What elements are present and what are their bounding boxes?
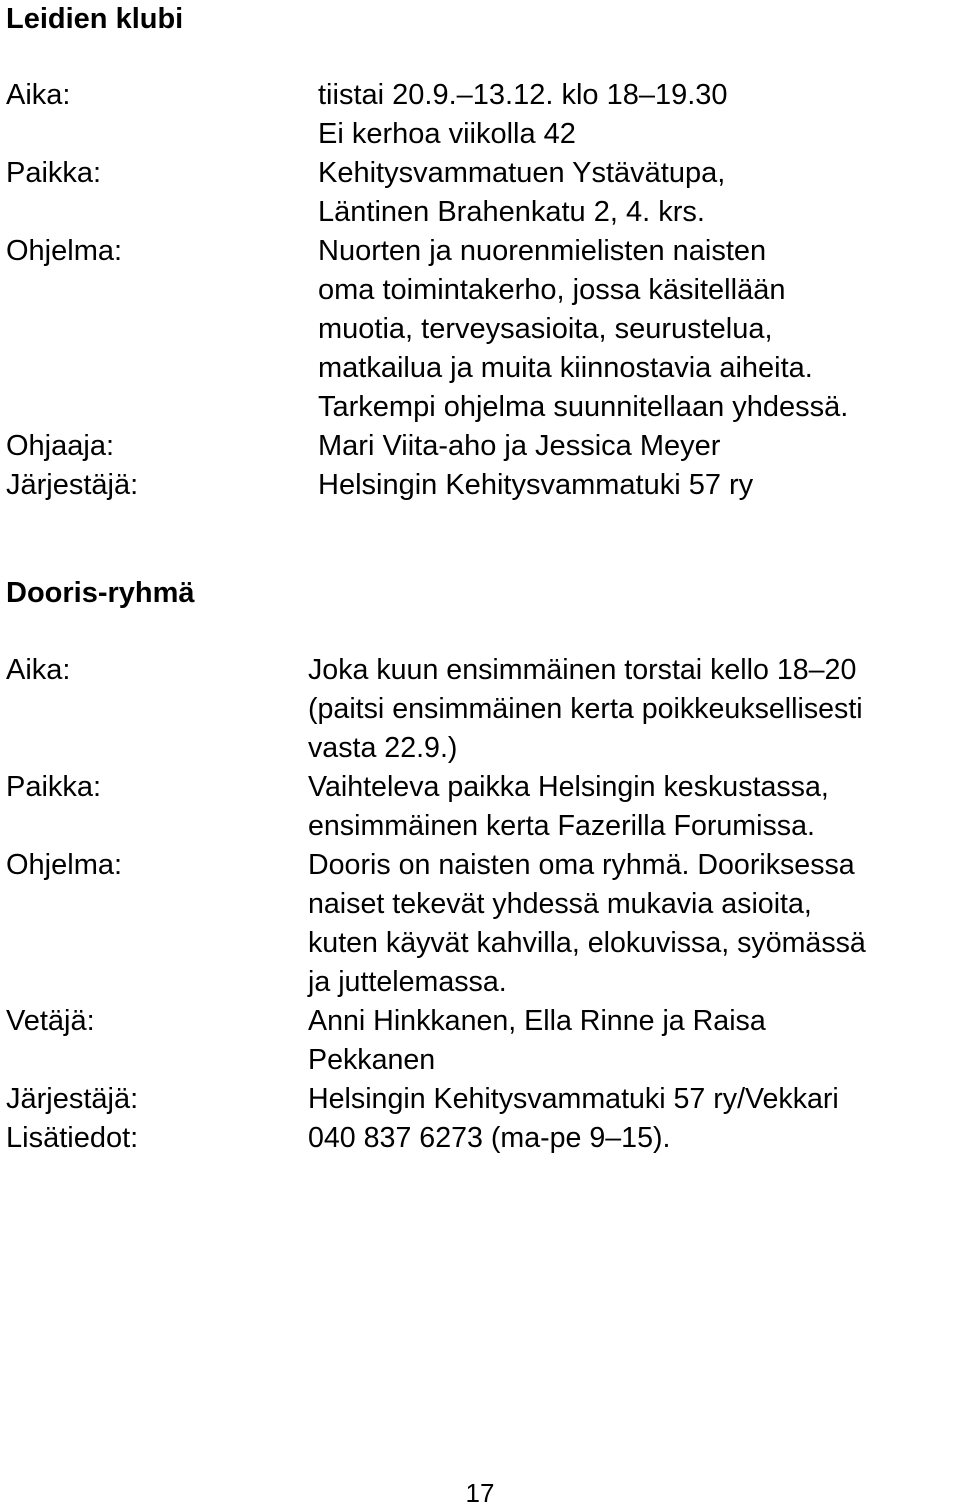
- detail-label: Vetäjä:: [6, 1005, 95, 1037]
- detail-value-line: oma toimintakerho, jossa käsitellään: [318, 274, 786, 306]
- detail-value-line: Nuorten ja nuorenmielisten naisten: [318, 235, 767, 267]
- detail-label: Järjestäjä:: [6, 469, 139, 501]
- detail-value: [308, 651, 960, 768]
- detail-value-line: Läntinen Brahenkatu 2, 4. krs.: [318, 196, 705, 228]
- detail-row-ohjelma: [6, 232, 960, 427]
- detail-value-line: Anni Hinkkanen, Ella Rinne ja Raisa: [308, 1005, 766, 1037]
- detail-label: Ohjaaja:: [6, 430, 115, 462]
- detail-value-line: Joka kuun ensimmäinen torstai kello 18–20: [308, 654, 857, 686]
- leidien-klubi-details: [6, 76, 960, 505]
- detail-value-line: muotia, terveysasioita, seurustelua,: [318, 313, 773, 345]
- detail-row-lisatiedot: [6, 1119, 960, 1158]
- detail-label: Aika:: [6, 79, 71, 111]
- detail-row-aika: [6, 76, 960, 154]
- detail-value: [318, 76, 960, 154]
- detail-label: Ohjelma:: [6, 849, 123, 881]
- detail-value: [318, 427, 960, 466]
- detail-value-line: Tarkempi ohjelma suunnitellaan yhdessä.: [318, 391, 849, 423]
- detail-row-paikka: [6, 154, 960, 232]
- detail-row-ohjelma: [6, 846, 960, 1002]
- detail-label: Lisätiedot:: [6, 1122, 139, 1154]
- detail-value-line: Helsingin Kehitysvammatuki 57 ry/Vekkari: [308, 1083, 839, 1115]
- detail-value: [318, 154, 960, 232]
- detail-value-line: 040 837 6273 (ma-pe 9–15).: [308, 1122, 671, 1154]
- detail-value-line: vasta 22.9.): [308, 732, 458, 764]
- dooris-ryhma-details: [6, 651, 960, 1158]
- detail-row-aika: [6, 651, 960, 768]
- detail-value: [308, 1119, 960, 1158]
- detail-row-paikka: [6, 768, 960, 846]
- detail-value-line: kuten käyvät kahvilla, elokuvissa, syömässä: [308, 927, 866, 959]
- detail-label: Ohjelma:: [6, 235, 123, 267]
- detail-label: Järjestäjä:: [6, 1083, 139, 1115]
- detail-value-line: Ei kerhoa viikolla 42: [318, 118, 576, 150]
- detail-value-line: ensimmäinen kerta Fazerilla Forumissa.: [308, 810, 815, 842]
- section-title-leidien-klubi: Leidien klubi: [6, 3, 184, 35]
- section-title-dooris-ryhma: Dooris-ryhmä: [6, 577, 195, 609]
- detail-value-line: Mari Viita-aho ja Jessica Meyer: [318, 430, 721, 462]
- detail-value-line: matkailua ja muita kiinnostavia aiheita.: [318, 352, 813, 384]
- detail-value: [308, 846, 960, 1002]
- detail-value: [308, 1080, 960, 1119]
- detail-value: [318, 466, 960, 505]
- page-number: 17: [465, 1478, 495, 1508]
- detail-row-jarjestaja: [6, 1080, 960, 1119]
- detail-row-ohjaaja: [6, 427, 960, 466]
- detail-value-line: Kehitysvammatuen Ystävätupa,: [318, 157, 726, 189]
- detail-value-line: Helsingin Kehitysvammatuki 57 ry: [318, 469, 754, 501]
- detail-value-line: (paitsi ensimmäinen kerta poikkeuksellisesti: [308, 693, 863, 725]
- detail-value-line: naiset tekevät yhdessä mukavia asioita,: [308, 888, 812, 920]
- detail-row-vetaja: [6, 1002, 960, 1080]
- detail-row-jarjestaja: [6, 466, 960, 505]
- detail-value-line: Vaihteleva paikka Helsingin keskustassa,: [308, 771, 829, 803]
- detail-label: Paikka:: [6, 157, 102, 189]
- detail-label: Aika:: [6, 654, 71, 686]
- detail-value: [318, 232, 960, 427]
- detail-value-line: Dooris on naisten oma ryhmä. Dooriksessa: [308, 849, 855, 881]
- detail-value-line: Pekkanen: [308, 1044, 436, 1076]
- detail-value: [308, 1002, 960, 1080]
- detail-value-line: tiistai 20.9.–13.12. klo 18–19.30: [318, 79, 728, 111]
- detail-value-line: ja juttelemassa.: [308, 966, 507, 998]
- detail-label: Paikka:: [6, 771, 102, 803]
- detail-value: [308, 768, 960, 846]
